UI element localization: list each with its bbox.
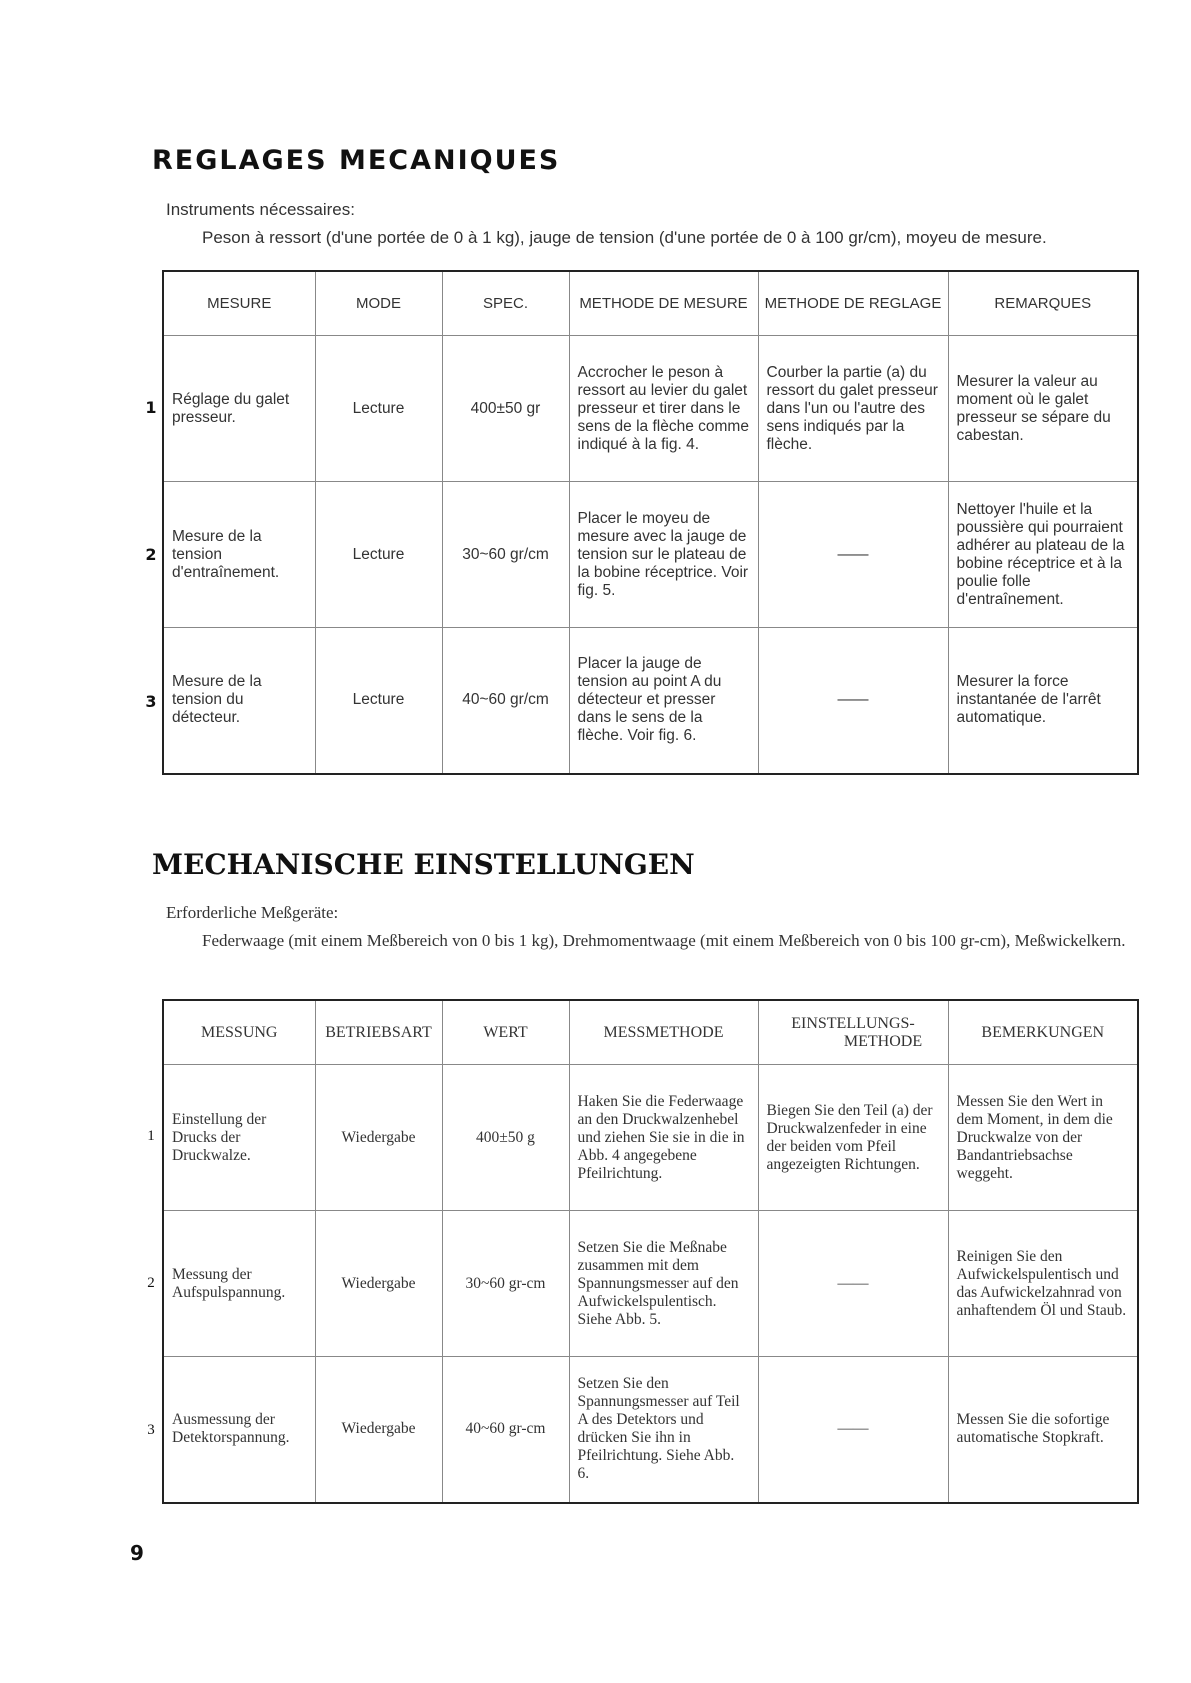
adjustment-table-german — [162, 999, 1139, 1504]
cell-methode-mesure: Placer le moyeu de mesure avec la jauge de tension sur le plateau de la bobine réceptrice. Voir fig. 5. — [569, 482, 758, 628]
instruments-text-french: Peson à ressort (d'une portée de 0 à 1 kg), jauge de tension (d'une portée de 0 à 100 gr/cm), moyeu de mesure. — [202, 228, 1047, 247]
row-number: 2 — [145, 545, 157, 564]
cell-bemerkungen: Reinigen Sie den Aufwickelspulentisch und das Aufwickelzahnrad von anhaftendem Öl und Staub. — [948, 1211, 1138, 1357]
cell-betriebsart: Wiedergabe — [315, 1357, 442, 1503]
cell-wert: 40~60 gr-cm — [442, 1357, 569, 1503]
row-number: 2 — [147, 1275, 155, 1291]
cell-messmethode: Haken Sie die Federwaage an den Druckwalzenhebel und ziehen Sie sie in die in Abb. 4 angegebene Pfeilrichtung. — [569, 1065, 758, 1211]
header-bemerkungen: BEMERKUNGEN — [948, 1000, 1138, 1065]
header-messung: MESSUNG — [163, 1000, 315, 1065]
cell-einstellungsmethode: Biegen Sie den Teil (a) der Druckwalzenfeder in eine der beiden vom Pfeil angezeigten Richtungen. — [758, 1065, 948, 1211]
header-mode: MODE — [315, 271, 442, 336]
row-number: 1 — [147, 1128, 155, 1144]
adjustment-table-french — [162, 270, 1139, 775]
cell-einstellungsmethode: —— — [758, 1357, 948, 1503]
cell-messung: Einstellung der Drucks der Druckwalze. — [163, 1065, 315, 1211]
table-header-row — [163, 271, 1138, 336]
header-messmethode: MESSMETHODE — [569, 1000, 758, 1065]
section-title-german: MECHANISCHE EINSTELLUNGEN — [152, 848, 695, 881]
header-spec: SPEC. — [442, 271, 569, 336]
cell-methode-reglage: —— — [758, 628, 948, 774]
cell-einstellungsmethode: —— — [758, 1211, 948, 1357]
table-row — [163, 1065, 1138, 1211]
cell-spec: 30~60 gr/cm — [442, 482, 569, 628]
cell-mesure: Mesure de la tension du détecteur. — [163, 628, 315, 774]
header-einstellungs-line1: EINSTELLUNGS- — [791, 1014, 915, 1032]
table-header-row — [163, 1000, 1138, 1065]
cell-mode: Lecture — [315, 482, 442, 628]
header-remarques: REMARQUES — [948, 271, 1138, 336]
cell-messung: Messung der Aufspulspannung. — [163, 1211, 315, 1357]
cell-remarques: Mesurer la valeur au moment où le galet presseur se sépare du cabestan. — [948, 336, 1138, 482]
instruments-text-german: Federwaage (mit einem Meßbereich von 0 bis 1 kg), Drehmomentwaage (mit einem Meßbereich von 0 bis 100 gr-cm), Meßwickelkern. — [202, 931, 1126, 950]
section-title-french: REGLAGES MECANIQUES — [152, 145, 561, 176]
row-number: 1 — [145, 398, 157, 417]
cell-mode: Lecture — [315, 336, 442, 482]
table-row — [163, 1357, 1138, 1503]
cell-mesure: Réglage du galet presseur. — [163, 336, 315, 482]
cell-methode-mesure: Placer la jauge de tension au point A du détecteur et presser dans le sens de la flèche. Voir fig. 6. — [569, 628, 758, 774]
cell-methode-mesure: Accrocher le peson à ressort au levier du galet presseur et tirer dans le sens de la flèche comme indiqué à la fig. 4. — [569, 336, 758, 482]
cell-bemerkungen: Messen Sie den Wert in dem Moment, in dem die Druckwalze von der Bandantriebsachse weggeht. — [948, 1065, 1138, 1211]
cell-bemerkungen: Messen Sie die sofortige automatische Stopkraft. — [948, 1357, 1138, 1503]
cell-spec: 400±50 gr — [442, 336, 569, 482]
header-betriebsart: BETRIEBSART — [315, 1000, 442, 1065]
row-number: 3 — [147, 1422, 155, 1438]
table-row — [163, 1211, 1138, 1357]
cell-mesure: Mesure de la tension d'entraînement. — [163, 482, 315, 628]
header-wert: WERT — [442, 1000, 569, 1065]
table-row — [163, 628, 1138, 774]
cell-messmethode: Setzen Sie die Meßnabe zusammen mit dem Spannungsmesser auf den Aufwickelspulentisch. Siehe Abb. 5. — [569, 1211, 758, 1357]
page-number: 9 — [130, 1541, 144, 1565]
header-methode-reglage: METHODE DE REGLAGE — [758, 271, 948, 336]
instruments-label-french: Instruments nécessaires: — [166, 200, 355, 219]
cell-mode: Lecture — [315, 628, 442, 774]
table-row — [163, 336, 1138, 482]
header-mesure: MESURE — [163, 271, 315, 336]
cell-methode-reglage: Courber la partie (a) du ressort du galet presseur dans l'un ou l'autre des sens indiqués par la flèche. — [758, 336, 948, 482]
header-einstellungs-line2: METHODE — [843, 1032, 923, 1050]
header-einstellungsmethode — [758, 1000, 948, 1065]
cell-remarques: Nettoyer l'huile et la poussière qui pourraient adhérer au plateau de la bobine réceptrice et à la poulie folle d'entraînement. — [948, 482, 1138, 628]
cell-betriebsart: Wiedergabe — [315, 1211, 442, 1357]
header-methode-mesure: METHODE DE MESURE — [569, 271, 758, 336]
instruments-label-german: Erforderliche Meßgeräte: — [166, 903, 339, 922]
cell-messung: Ausmessung der Detektorspannung. — [163, 1357, 315, 1503]
cell-methode-reglage: —— — [758, 482, 948, 628]
table-row — [163, 482, 1138, 628]
row-number: 3 — [145, 692, 157, 711]
cell-betriebsart: Wiedergabe — [315, 1065, 442, 1211]
cell-messmethode: Setzen Sie den Spannungsmesser auf Teil A des Detektors und drücken Sie ihn in Pfeilrichtung. Siehe Abb. 6. — [569, 1357, 758, 1503]
cell-wert: 400±50 g — [442, 1065, 569, 1211]
cell-wert: 30~60 gr-cm — [442, 1211, 569, 1357]
cell-remarques: Mesurer la force instantanée de l'arrêt automatique. — [948, 628, 1138, 774]
cell-spec: 40~60 gr/cm — [442, 628, 569, 774]
